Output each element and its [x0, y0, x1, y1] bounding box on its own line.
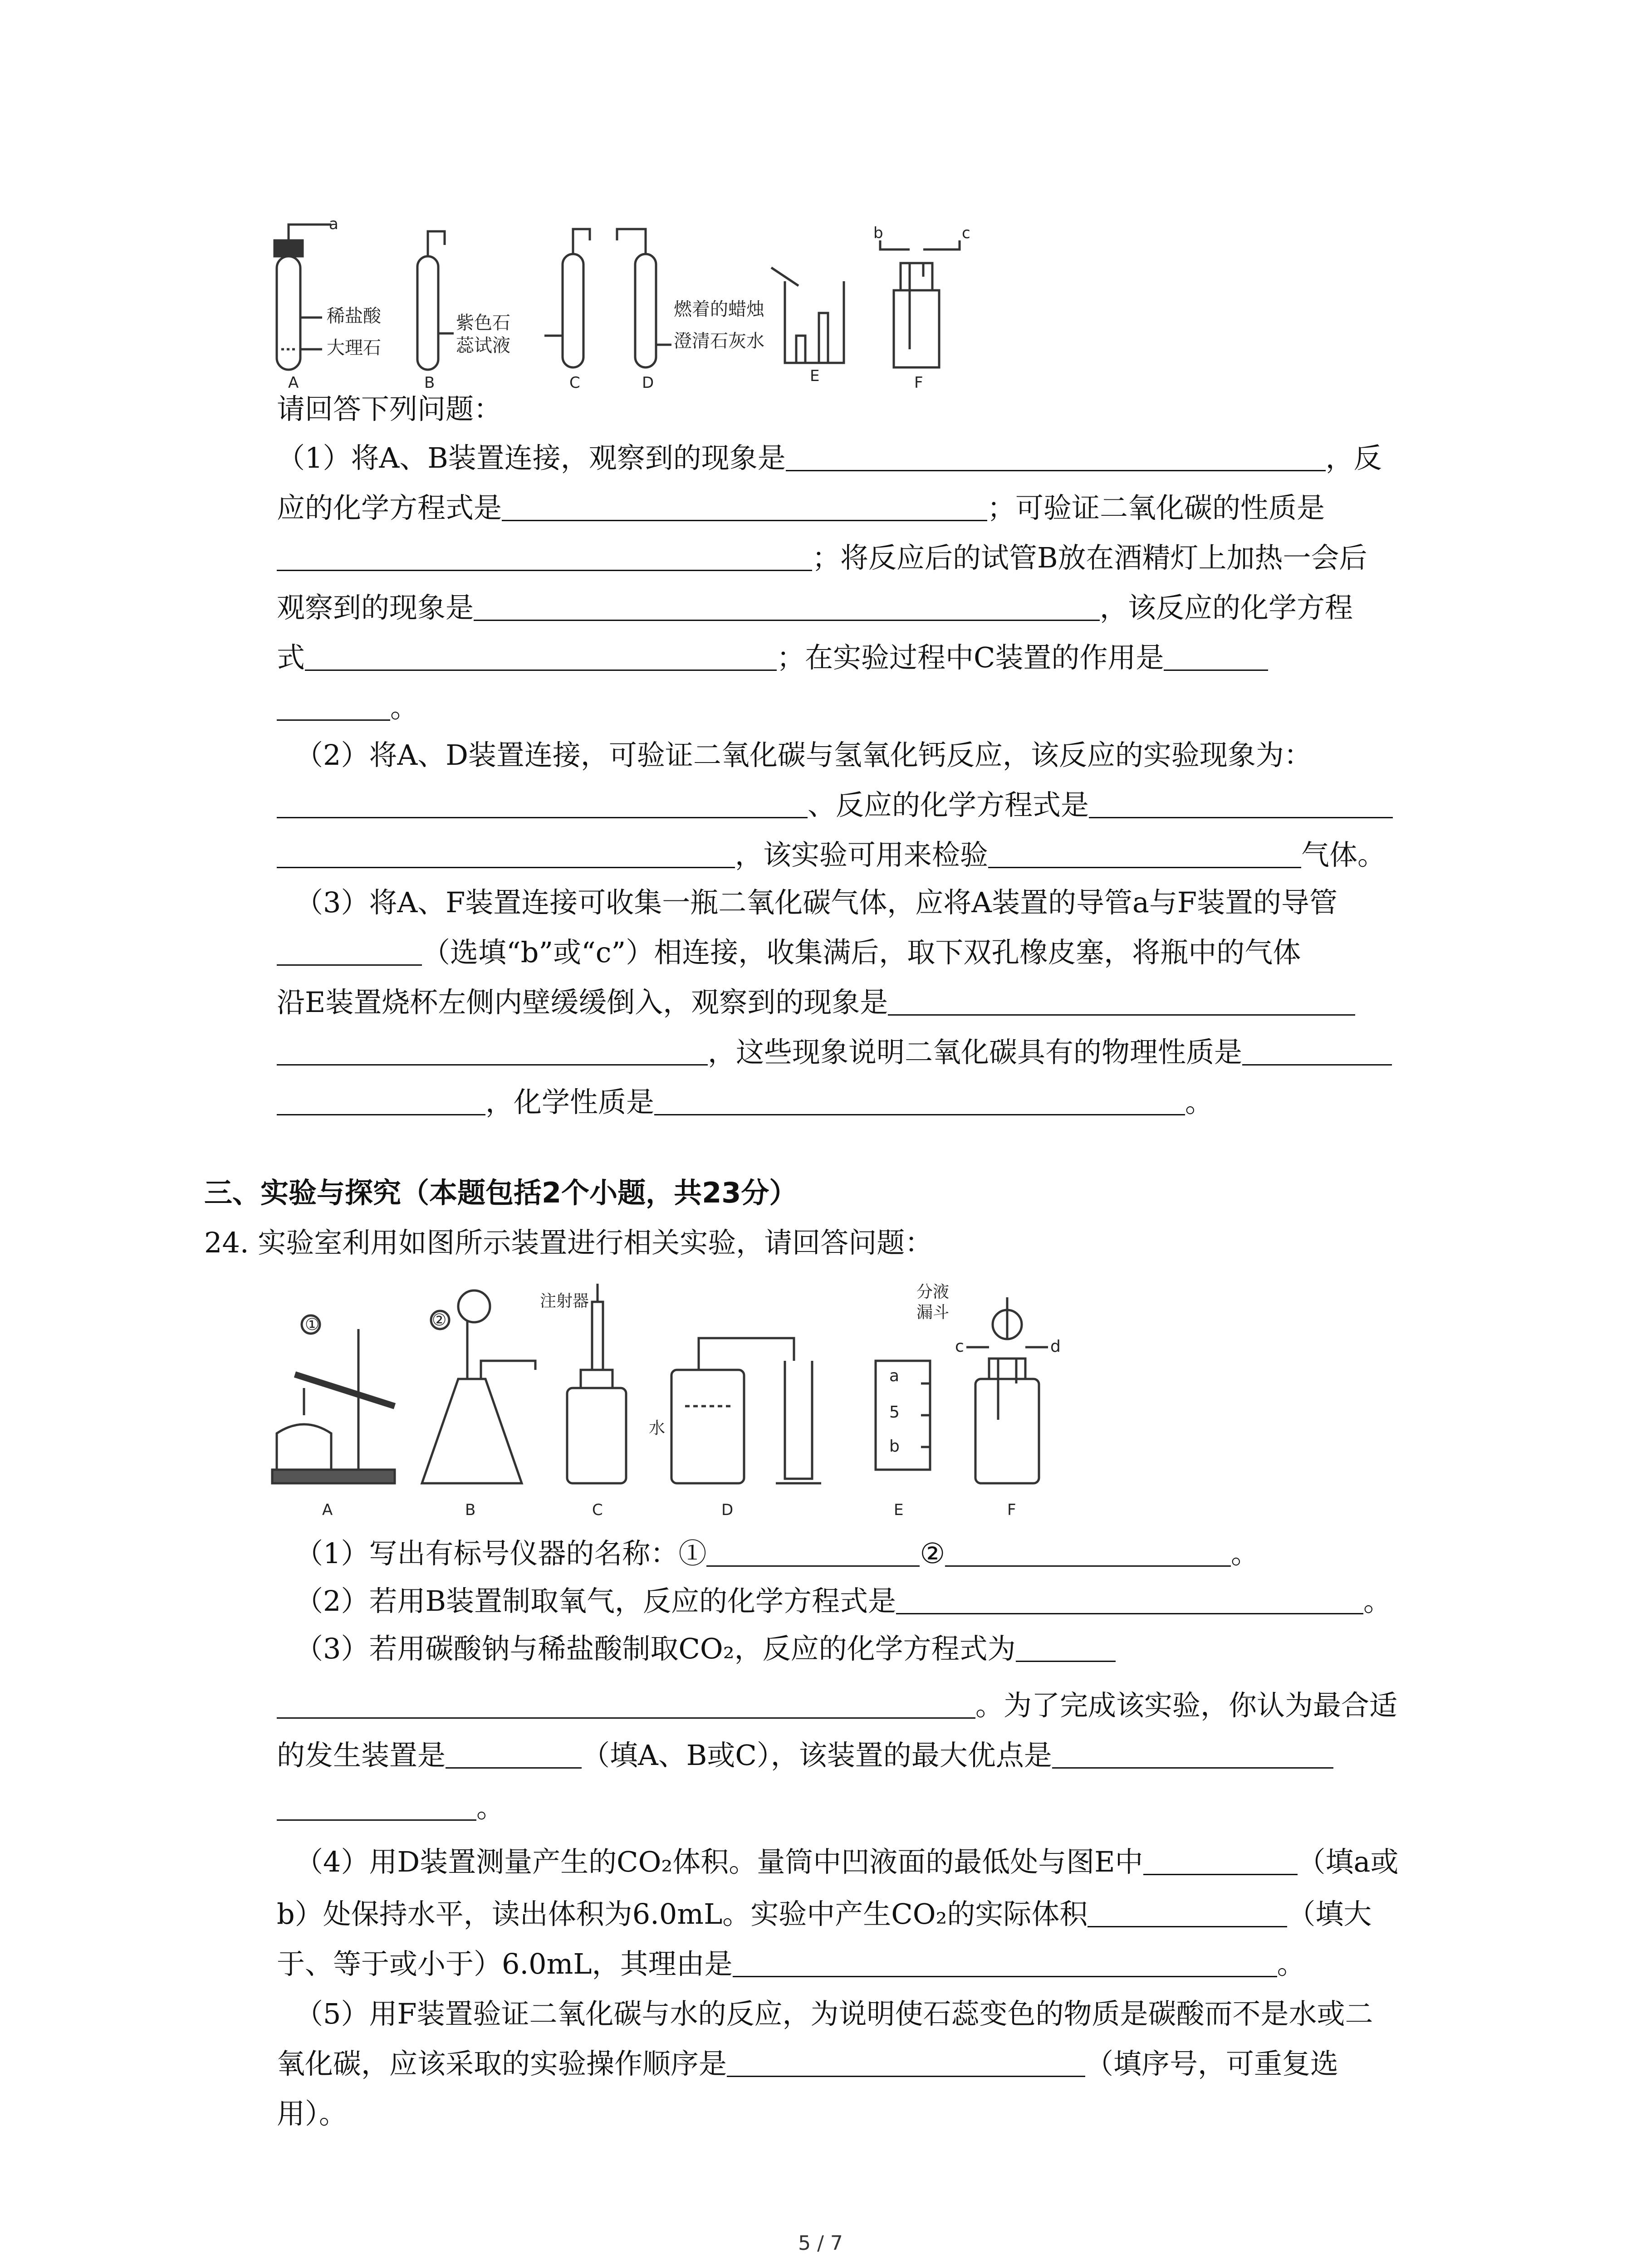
q23-part1-line2: [277, 490, 1443, 526]
q23-part3-line4: [277, 1034, 1443, 1070]
text: （选填“b”或“c”）相连接，收集满后，取下双孔橡皮塞，将瓶中的气体: [422, 936, 1301, 969]
answer-blank[interactable]: [502, 491, 987, 521]
fig2-label-c: c: [955, 1337, 964, 1356]
apparatus-figure-1: [254, 213, 1025, 395]
text: 、反应的化学方程式是: [808, 788, 1089, 821]
fig1-label-2: 大理石: [327, 337, 381, 358]
answer-blank[interactable]: [277, 690, 390, 721]
text: b）处保持水平，读出体积为6.0mL。实验中产生CO₂的实际体积: [277, 1897, 1088, 1931]
answer-blank[interactable]: [1242, 1035, 1392, 1066]
answer-blank[interactable]: [888, 985, 1355, 1016]
q24-part4-line3: [277, 1946, 1443, 1982]
q24-part3-line4: [277, 1789, 1443, 1826]
q23-part1-line4: [277, 590, 1443, 626]
fig1-label-a: a: [329, 215, 338, 233]
q24-part2: [295, 1583, 1461, 1619]
q24-part5-line3: 用）。: [277, 2097, 348, 2130]
q23-part2-line1: （2）将A、D装置连接，可验证二氧化碳与氢氧化钙反应，该反应的实验现象为：: [295, 738, 1312, 772]
q24-part1: [295, 1535, 1461, 1572]
text: 。: [1363, 1584, 1392, 1618]
text: （4）用D装置测量产生的CO₂体积。量筒中凹液面的最低处与图E中: [295, 1845, 1143, 1878]
q23-part2-line3: [277, 837, 1443, 873]
answer-blank[interactable]: [896, 1584, 1363, 1614]
fig1-label-4: 蕊试液: [456, 335, 510, 356]
answer-blank[interactable]: [277, 1085, 485, 1115]
fig2-label-syringe: 注射器: [540, 1292, 589, 1310]
text: 氧化碳，应该采取的实验操作顺序是: [277, 2047, 727, 2080]
q24-part3-line2: [277, 1687, 1443, 1724]
text: ，化学性质是: [485, 1085, 655, 1119]
q23-part2-line2: [277, 787, 1443, 823]
answer-blank[interactable]: [733, 1947, 1277, 1977]
text: （3）若用碳酸钠与稀盐酸制取CO₂，反应的化学方程式为: [295, 1632, 1016, 1665]
fig1-label-3: 紫色石: [456, 313, 510, 333]
text: ②: [920, 1537, 945, 1570]
text: 式: [277, 641, 305, 674]
text: 观察到的现象是: [277, 591, 474, 624]
svg-text:C: C: [592, 1501, 603, 1519]
answer-blank[interactable]: [277, 1035, 708, 1066]
answer-blank[interactable]: [277, 838, 735, 868]
text: （填序号，可重复选: [1085, 2047, 1339, 2080]
svg-text:B: B: [424, 374, 435, 392]
q24-part5-line1: （5）用F装置验证二氧化碳与水的反应，为说明使石蕊变色的物质是碳酸而不是水或二: [295, 1997, 1373, 2030]
text: 。为了完成该实验，你认为最合适: [975, 1689, 1398, 1722]
text: ；将反应后的试管B放在酒精灯上加热一会后: [812, 541, 1367, 574]
text: ，反: [1325, 441, 1382, 474]
svg-text:E: E: [894, 1501, 904, 1519]
text: ，该反应的化学方程: [1100, 591, 1353, 624]
svg-text:C: C: [569, 374, 580, 392]
q23-part1-line5: [277, 640, 1443, 676]
fig2-label-5: 5: [889, 1403, 900, 1422]
answer-blank[interactable]: [277, 1688, 975, 1719]
text: 于、等于或小于）6.0mL，其理由是: [277, 1947, 733, 1980]
fig1-label-c: c: [962, 224, 970, 242]
text: ；可验证二氧化碳的性质是: [987, 491, 1325, 524]
apparatus-figure-1-drawing: [254, 213, 1025, 395]
apparatus-figure-2: [268, 1270, 1066, 1533]
text: 的发生装置是: [277, 1739, 446, 1772]
apparatus-figure-2-drawing: [268, 1270, 1066, 1533]
fig2-label-funnel-2: 漏斗: [916, 1303, 950, 1322]
fig2-label-1: ①: [305, 1315, 320, 1334]
q24-stem: 24. 实验室利用如图所示装置进行相关实验，请回答问题：: [204, 1226, 933, 1259]
text: 。: [390, 691, 419, 724]
answer-blank[interactable]: [446, 1738, 582, 1769]
q23-part3-line3: [277, 984, 1443, 1021]
q24-part3-line1: [295, 1631, 1461, 1667]
text: ；在实验过程中C装置的作用是: [777, 641, 1164, 674]
q23-part3-line1: （3）将A、F装置连接可收集一瓶二氧化碳气体，应将A装置的导管a与F装置的导管: [295, 886, 1337, 919]
answer-blank[interactable]: [727, 2047, 1085, 2077]
page-number: 5 / 7: [798, 2232, 843, 2255]
svg-text:A: A: [322, 1501, 333, 1519]
text: 应的化学方程式是: [277, 491, 502, 524]
text: 沿E装置烧杯左侧内壁缓缓倒入，观察到的现象是: [277, 986, 888, 1019]
answer-blank[interactable]: [1016, 1632, 1116, 1662]
svg-text:F: F: [1007, 1501, 1016, 1519]
answer-blank[interactable]: [474, 591, 1100, 621]
answer-blank[interactable]: [1052, 1738, 1333, 1769]
answer-blank[interactable]: [1164, 640, 1268, 671]
svg-text:E: E: [810, 367, 820, 385]
answer-blank[interactable]: [277, 1790, 476, 1821]
q24-part3-line3: [277, 1737, 1443, 1774]
q23-part1-line1: [277, 440, 1443, 476]
svg-text:D: D: [721, 1501, 734, 1519]
answer-blank[interactable]: [305, 640, 777, 671]
svg-text:A: A: [288, 374, 299, 392]
text: （填大: [1287, 1897, 1372, 1931]
answer-blank[interactable]: [1143, 1845, 1298, 1875]
text: 气体。: [1301, 838, 1386, 871]
answer-blank[interactable]: [945, 1536, 1231, 1567]
text: 。: [476, 1791, 505, 1824]
answer-blank[interactable]: [706, 1536, 920, 1567]
fig1-label-6: 澄清石灰水: [674, 331, 764, 352]
svg-text:D: D: [642, 374, 654, 392]
text: 。: [1231, 1537, 1259, 1570]
text: （1）将A、B装置连接，观察到的现象是: [277, 441, 786, 474]
fig1-label-5: 燃着的蜡烛: [674, 299, 764, 320]
q24-part4-line1: [295, 1844, 1461, 1880]
fig2-label-a: a: [889, 1367, 900, 1385]
q23-intro: 请回答下列问题：: [277, 392, 502, 425]
answer-blank[interactable]: [654, 1085, 1185, 1115]
answer-blank[interactable]: [1087, 1897, 1287, 1927]
fig1-label-1: 稀盐酸: [327, 306, 381, 327]
answer-blank[interactable]: [277, 788, 808, 818]
fig2-label-funnel-1: 分液: [916, 1283, 950, 1301]
q24-part4-line2: [277, 1896, 1443, 1932]
fig2-label-water: 水: [649, 1419, 666, 1437]
fig2-label-2: ②: [432, 1311, 447, 1330]
q23-part1-line6: [277, 689, 1443, 726]
text: （填a或: [1297, 1845, 1399, 1878]
fig1-label-b: b: [873, 224, 883, 242]
text: ，这些现象说明二氧化碳具有的物理性质是: [708, 1036, 1243, 1069]
section-heading: 三、实验与探究（本题包括2个小题，共23分）: [204, 1176, 798, 1209]
text: 。: [1277, 1947, 1305, 1980]
q23-part1-line3: [277, 540, 1443, 576]
text: （填A、B或C），该装置的最大优点是: [582, 1739, 1052, 1772]
answer-blank[interactable]: [1089, 788, 1393, 818]
text: ，该实验可用来检验: [735, 838, 989, 871]
svg-text:F: F: [914, 374, 923, 392]
answer-blank[interactable]: [988, 838, 1301, 868]
text: （2）若用B装置制取氧气，反应的化学方程式是: [295, 1584, 896, 1618]
answer-blank[interactable]: [277, 935, 422, 966]
fig2-label-d: d: [1050, 1337, 1061, 1356]
answer-blank[interactable]: [277, 541, 812, 571]
text: 。: [1185, 1085, 1214, 1119]
text: （1）写出有标号仪器的名称：①: [295, 1537, 707, 1570]
q23-part3-line2: [277, 934, 1443, 971]
answer-blank[interactable]: [786, 441, 1326, 471]
q24-part5-line2: [277, 2046, 1443, 2082]
q23-part3-line5: [277, 1084, 1443, 1120]
fig2-label-b: b: [889, 1437, 900, 1456]
svg-text:B: B: [465, 1501, 476, 1519]
